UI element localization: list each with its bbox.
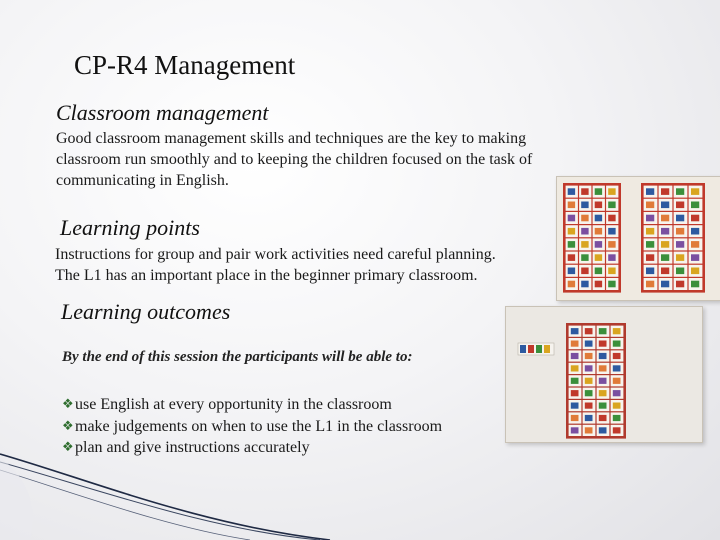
list-item	[62, 394, 442, 416]
bullet-text: plan and give instructions accurately	[75, 439, 310, 456]
text-line: communicating in English.	[56, 172, 229, 189]
checkmark-bullet-icon: ❖	[62, 396, 74, 411]
text-line: The L1 has an important place in the beginner primary classroom.	[55, 267, 478, 284]
bullet-text: use English at every opportunity in the classroom	[75, 396, 392, 413]
slide-title: CP-R4 Management	[74, 50, 296, 80]
bullet-text: make judgements on when to use the L1 in the classroom	[75, 417, 443, 435]
alphabet-chart-photo-1	[556, 176, 720, 301]
heading-learning-points: Learning points	[60, 215, 200, 240]
alphabet-chart-right	[641, 183, 705, 293]
classroom-management-text	[56, 128, 532, 191]
list-item	[62, 416, 442, 438]
alphabet-chart-center	[566, 323, 626, 439]
alphabet-chart-photo-icon	[506, 307, 702, 442]
outcomes-intro: By the end of this session the participants will be able to:	[62, 349, 413, 365]
alphabet-chart-photo-2	[505, 306, 703, 443]
text-line: classroom run smoothly and to keeping the children focused on the task of	[56, 151, 533, 168]
checkmark-bullet-icon: ❖	[62, 417, 74, 433]
text-line: Good classroom management skills and techniques are the key to making	[56, 130, 527, 147]
alphabet-chart-photo-icon	[557, 177, 720, 300]
heading-classroom-management: Classroom management	[56, 100, 269, 125]
learning-points-text	[55, 244, 496, 286]
text-line: Instructions for group and pair work activities need careful planning.	[55, 246, 496, 263]
decorative-curves	[0, 440, 720, 540]
heading-learning-outcomes: Learning outcomes	[61, 299, 231, 324]
checkmark-bullet-icon: ❖	[62, 439, 74, 454]
alphabet-chart-left	[563, 183, 621, 293]
small-word-card	[518, 343, 554, 355]
